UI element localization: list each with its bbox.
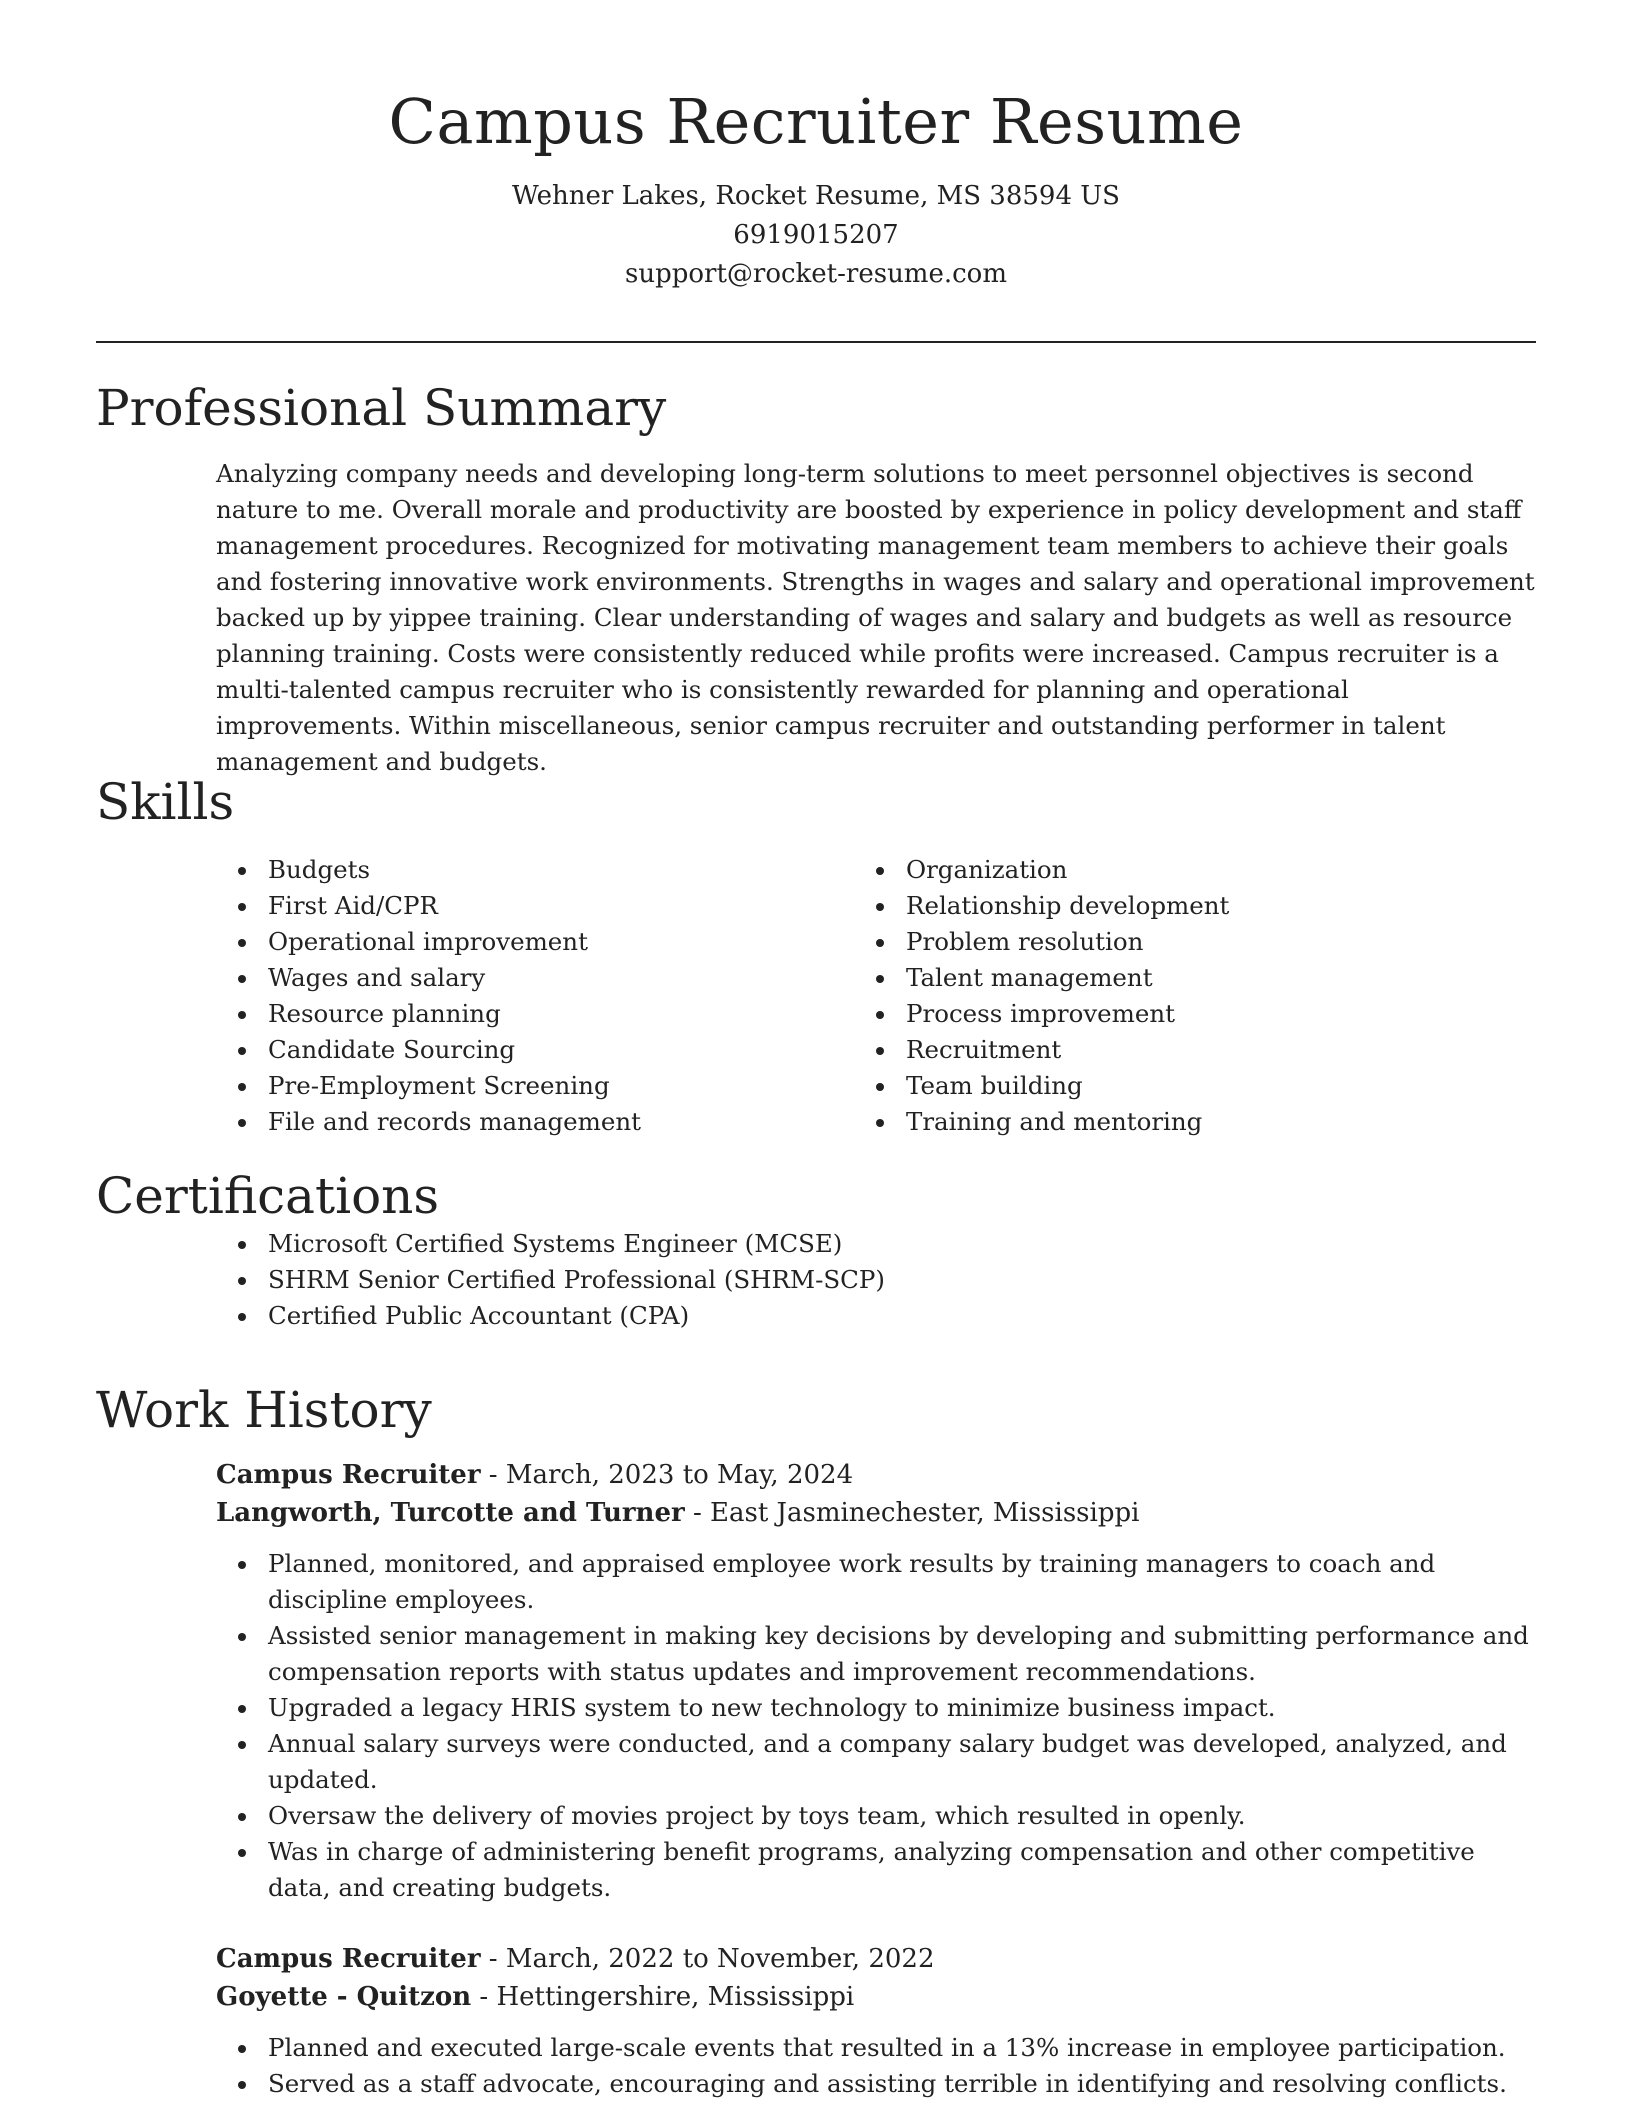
certification-item: • Certified Public Accountant (CPA) [260,1298,1536,1334]
job-separator: - [480,1460,506,1490]
job-title-line [216,1940,1536,1978]
summary-heading: Professional Summary [96,379,667,437]
job-separator: - [684,1498,711,1528]
job-bullets [96,2030,1536,2102]
summary-text: Analyzing company needs and developing long-term solutions to meet personnel objectives is second nature to me. Overall morale and productivity are boosted by experience in policy development and staff management procedures. Recognized for motivating management team members to achieve their goals and fostering innovative work environments. Strengths in wages and salary and operational improvement backed up by yippee training. Clear understanding of wages and salary and budgets as well as resource planning training. Costs were consistently reduced while profits were increased. Campus recruiter is a multi-talented campus recruiter who is consistently rewarded for planning and operational improvements. Within miscellaneous, senior campus recruiter and outstanding performer in talent management and budgets. [216,459,1535,776]
skill-item: • Operational improvement [260,924,898,960]
job-bullet: • Planned, monitored, and appraised employee work results by training managers to coach and discipline employees. [260,1546,1536,1618]
skill-item: • Candidate Sourcing [260,1032,898,1068]
skill-item: • Training and mentoring [898,1104,1536,1140]
job-bullet: • Assisted senior management in making key decisions by developing and submitting performance and compensation reports with status updates and improvement recommendations. [260,1618,1536,1690]
skill-item: • Wages and salary [260,960,898,996]
skill-item: • Process improvement [898,996,1536,1032]
contact-address: Wehner Lakes, Rocket Resume, MS 38594 US [511,181,1120,212]
job-company: Goyette - Quitzon [216,1982,472,2012]
job-bullet: • Was in charge of administering benefit programs, analyzing compensation and other competitive data, and creating budgets. [260,1834,1536,1906]
skill-item: • Talent management [898,960,1536,996]
job-separator: - [480,1944,506,1974]
skill-item: • Team building [898,1068,1536,1104]
contact-email: support@rocket-resume.com [624,259,1007,290]
job-dates: March, 2022 to November, 2022 [505,1944,935,1974]
job-bullet: • Planned and executed large-scale events that resulted in a 13% increase in employee participation. [260,2030,1536,2066]
skill-item: • Recruitment [898,1032,1536,1068]
certifications-heading: Certifications [96,1167,440,1225]
job-role: Campus Recruiter [216,1944,481,1974]
certifications-section [96,1166,1536,1334]
resume-title: Campus Recruiter Resume [388,85,1244,158]
skill-item: • Organization [898,852,1536,888]
skills-columns [96,852,1536,1140]
skills-list-right [898,852,1536,1140]
skill-item: • Budgets [260,852,898,888]
skill-item: • File and records management [260,1104,898,1140]
job-bullet: • Upgraded a legacy HRIS system to new technology to minimize business impact. [260,1690,1536,1726]
skills-heading: Skills [96,773,235,831]
job-location: East Jasminechester, Mississippi [710,1498,1140,1528]
job-bullet: • Annual salary surveys were conducted, and a company salary budget was developed, analyzed, and updated. [260,1726,1536,1798]
job-location: Hettingershire, Mississippi [496,1982,855,2012]
job-role: Campus Recruiter [216,1460,481,1490]
skill-item: • Problem resolution [898,924,1536,960]
contact-phone: 6919015207 [733,220,899,251]
job-bullets [96,1546,1536,1906]
certification-item: • SHRM Senior Certified Professional (SHRM-SCP) [260,1262,1536,1298]
certification-item: • Microsoft Certified Systems Engineer (MCSE) [260,1226,1536,1262]
job-bullet: • Oversaw the delivery of movies project by toys team, which resulted in openly. [260,1798,1536,1834]
skill-item: • Resource planning [260,996,898,1032]
job-title-line [216,1456,1536,1494]
job-bullet: • Served as a staff advocate, encouraging and assisting terrible in identifying and resolving conflicts. [260,2066,1536,2102]
job-company-line [216,1494,1536,1532]
certifications-list [96,1226,1536,1334]
job-entry [216,1456,1536,1906]
resume-header [0,0,1632,294]
skills-section [96,772,1536,1140]
skill-item: • First Aid/CPR [260,888,898,924]
job-separator: - [471,1982,497,2012]
skills-list-left [96,852,898,1140]
job-company-line [216,1978,1536,2016]
work-history-heading: Work History [96,1381,432,1439]
skill-item: • Pre-Employment Screening [260,1068,898,1104]
header-divider [96,341,1536,343]
skill-item: • Relationship development [898,888,1536,924]
job-dates: March, 2023 to May, 2024 [505,1460,854,1490]
work-history-section [96,1380,1536,2102]
job-entry [216,1940,1536,2102]
summary-section [96,378,1536,780]
job-company: Langworth, Turcotte and Turner [216,1498,685,1528]
